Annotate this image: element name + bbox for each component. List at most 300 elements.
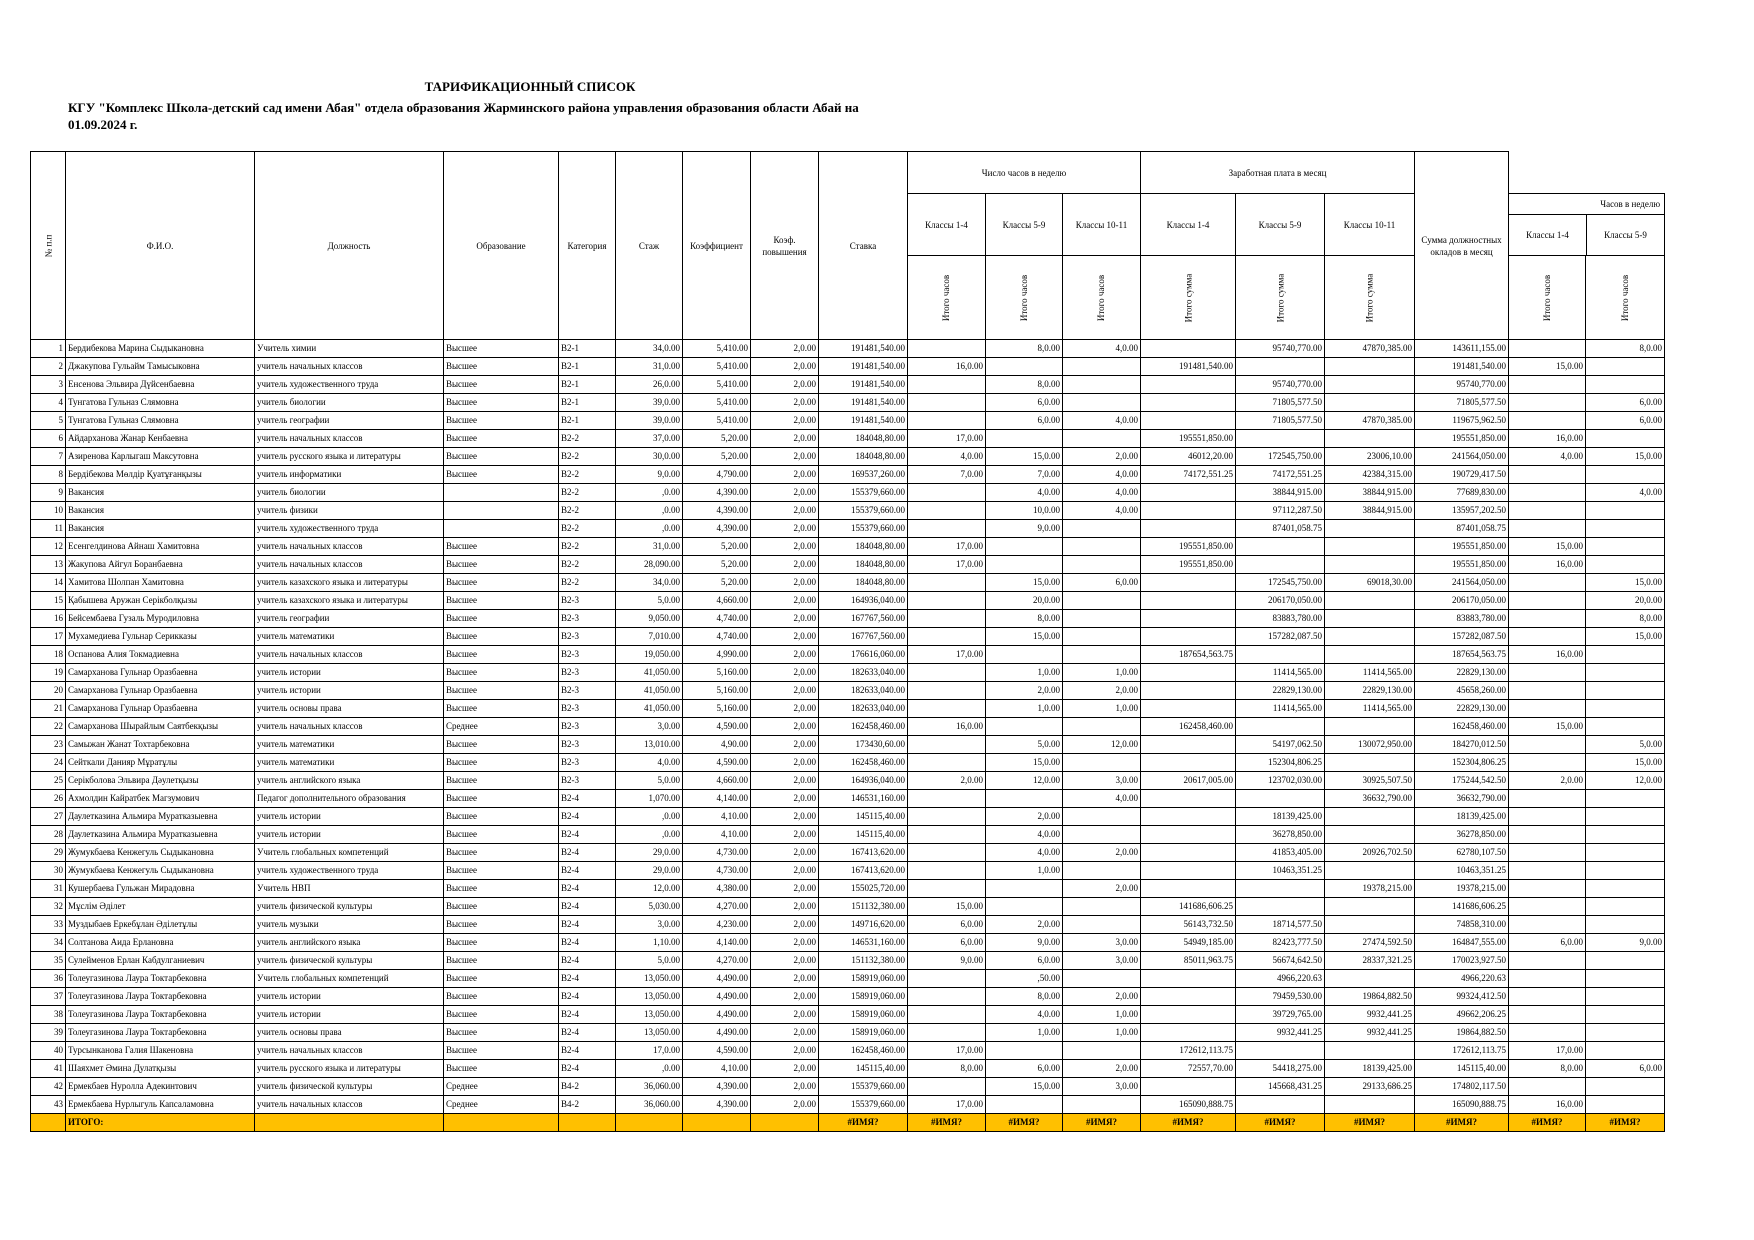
table-cell: ,0.00 — [616, 826, 683, 844]
table-cell: Солтанова Аида Ерлановна — [66, 934, 255, 952]
table-cell: 158919,060.00 — [819, 1006, 908, 1024]
table-cell: 176616,060.00 — [819, 646, 908, 664]
table-cell — [1325, 394, 1415, 412]
col-coefficient-header: Коэффициент — [683, 152, 751, 340]
table-cell: учитель истории — [255, 826, 444, 844]
table-cell — [1063, 520, 1141, 538]
col-position-header: Должность — [255, 152, 444, 340]
table-cell: 145115,40.00 — [819, 826, 908, 844]
table-cell — [1236, 556, 1325, 574]
table-cell: 24 — [31, 754, 66, 772]
table-cell: В2-3 — [559, 772, 616, 790]
table-cell: 16,0.00 — [1509, 556, 1586, 574]
table-cell: 155379,660.00 — [819, 1096, 908, 1114]
table-cell: 17,0.00 — [908, 538, 986, 556]
table-cell: 4,660.00 — [683, 592, 751, 610]
table-cell: 19864,882.50 — [1325, 988, 1415, 1006]
table-cell — [1509, 952, 1586, 970]
table-cell — [1586, 1042, 1665, 1060]
table-cell: 2,0.00 — [751, 484, 819, 502]
hours2-classes-1-4-header: Классы 1-4 — [1509, 215, 1587, 255]
table-cell: 5,0.00 — [986, 736, 1063, 754]
table-cell: 4,140.00 — [683, 790, 751, 808]
table-cell: Самарханова Шырайлым Саятбекқызы — [66, 718, 255, 736]
table-cell — [908, 808, 986, 826]
table-row — [31, 502, 1665, 520]
table-cell — [1141, 826, 1236, 844]
table-cell: 31,0.00 — [616, 358, 683, 376]
table-cell: В2-1 — [559, 358, 616, 376]
table-cell: Вакансия — [66, 520, 255, 538]
table-cell — [1063, 358, 1141, 376]
table-cell: 28337,321.25 — [1325, 952, 1415, 970]
table-cell: 172612,113.75 — [1141, 1042, 1236, 1060]
table-cell: 74858,310.00 — [1415, 916, 1509, 934]
table-cell: 162458,460.00 — [819, 1042, 908, 1060]
table-cell: 2,0.00 — [1063, 1060, 1141, 1078]
table-cell: учитель основы права — [255, 1024, 444, 1042]
table-cell: Енсенова Эльвира Дүйсенбаевна — [66, 376, 255, 394]
table-cell: учитель музыки — [255, 916, 444, 934]
table-cell — [1063, 538, 1141, 556]
table-cell: 1,0.00 — [986, 664, 1063, 682]
table-cell: 62780,107.50 — [1415, 844, 1509, 862]
table-cell: 5 — [31, 412, 66, 430]
table-cell: 173430,60.00 — [819, 736, 908, 754]
table-cell: 41,050.00 — [616, 664, 683, 682]
table-cell: 15,0.00 — [1586, 574, 1665, 592]
table-cell — [1586, 1024, 1665, 1042]
table-cell: 4,0.00 — [1063, 790, 1141, 808]
table-cell: 22829,130.00 — [1325, 682, 1415, 700]
table-cell: ,0.00 — [616, 484, 683, 502]
table-cell: 4,0.00 — [986, 1006, 1063, 1024]
table-cell: 85011,963.75 — [1141, 952, 1236, 970]
table-cell: 1,0.00 — [1063, 1024, 1141, 1042]
table-cell: учитель казахского языка и литературы — [255, 574, 444, 592]
table-cell: Даулетказина Альмира Муратказыевна — [66, 808, 255, 826]
table-cell: Ермекбаев Нуролла Адекинтович — [66, 1078, 255, 1096]
table-cell: 2,0.00 — [751, 1078, 819, 1096]
table-cell: 30,0.00 — [616, 448, 683, 466]
table-cell: 39729,765.00 — [1236, 1006, 1325, 1024]
table-cell — [908, 592, 986, 610]
table-cell: 41853,405.00 — [1236, 844, 1325, 862]
table-cell: 74172,551.25 — [1236, 466, 1325, 484]
table-cell: 191481,540.00 — [819, 412, 908, 430]
table-cell — [1509, 898, 1586, 916]
table-row — [31, 898, 1665, 916]
table-cell: 4,390.00 — [683, 484, 751, 502]
table-cell: Ахмолдин Кайратбек Магзумович — [66, 790, 255, 808]
table-cell: 2,0.00 — [751, 862, 819, 880]
table-cell: 152304,806.25 — [1415, 754, 1509, 772]
table-cell: В2-1 — [559, 394, 616, 412]
table-cell: ,0.00 — [616, 520, 683, 538]
table-cell: 56143,732.50 — [1141, 916, 1236, 934]
table-row — [31, 628, 1665, 646]
table-row — [31, 538, 1665, 556]
table-cell: 8,0.00 — [986, 610, 1063, 628]
hours-total-10-11: Итого часов — [1063, 256, 1141, 340]
table-cell: 130072,950.00 — [1325, 736, 1415, 754]
table-cell: 41,050.00 — [616, 700, 683, 718]
table-cell: 182633,040.00 — [819, 700, 908, 718]
table-row — [31, 1060, 1665, 1078]
table-row — [31, 448, 1665, 466]
table-cell — [908, 826, 986, 844]
table-cell: 22829,130.00 — [1415, 700, 1509, 718]
hours-total-5-9: Итого часов — [986, 256, 1063, 340]
table-cell — [1586, 646, 1665, 664]
table-cell: 37,0.00 — [616, 430, 683, 448]
table-cell: 164936,040.00 — [819, 772, 908, 790]
table-cell — [1586, 826, 1665, 844]
table-cell: 23 — [31, 736, 66, 754]
table-row — [31, 610, 1665, 628]
table-cell: Высшее — [444, 826, 559, 844]
table-cell: 5,20.00 — [683, 538, 751, 556]
table-cell: 191481,540.00 — [819, 340, 908, 358]
table-cell: 158919,060.00 — [819, 988, 908, 1006]
table-cell: учитель физической культуры — [255, 898, 444, 916]
table-cell: 15,0.00 — [1586, 448, 1665, 466]
table-cell: учитель физической культуры — [255, 1078, 444, 1096]
table-cell — [1509, 340, 1586, 358]
table-cell: Хамитова Шолпан Хамитовна — [66, 574, 255, 592]
hours-total-1-4: Итого часов — [908, 256, 986, 340]
table-cell: 162458,460.00 — [1141, 718, 1236, 736]
table-cell: 2,0.00 — [751, 736, 819, 754]
table-cell: Вакансия — [66, 484, 255, 502]
table-cell: учитель истории — [255, 664, 444, 682]
table-row — [31, 520, 1665, 538]
table-cell: 16,0.00 — [1509, 646, 1586, 664]
table-cell: 42 — [31, 1078, 66, 1096]
table-cell: 12,0.00 — [1063, 736, 1141, 754]
total-cell — [31, 1114, 66, 1132]
total-error: #ИМЯ? — [1586, 1114, 1665, 1132]
table-cell: ,50.00 — [986, 970, 1063, 988]
table-cell: 6,0.00 — [986, 1060, 1063, 1078]
table-cell: 15,0.00 — [986, 628, 1063, 646]
table-cell: Высшее — [444, 898, 559, 916]
subtitle-line-2: 01.09.2024 г. — [68, 117, 138, 132]
table-cell: В2-3 — [559, 646, 616, 664]
table-cell: 34 — [31, 934, 66, 952]
table-cell — [1063, 862, 1141, 880]
table-cell: 143611,155.00 — [1415, 340, 1509, 358]
table-cell — [1586, 718, 1665, 736]
table-cell: 16,0.00 — [1509, 430, 1586, 448]
table-cell: Высшее — [444, 574, 559, 592]
table-cell: Мұслім Әділет — [66, 898, 255, 916]
table-cell — [1063, 628, 1141, 646]
table-cell — [1509, 970, 1586, 988]
table-cell: учитель английского языка — [255, 772, 444, 790]
col-total-salary-header: Сумма должностных окладов в месяц — [1415, 152, 1509, 340]
table-cell: 184048,80.00 — [819, 448, 908, 466]
table-cell — [908, 1078, 986, 1096]
table-cell: 11414,565.00 — [1325, 700, 1415, 718]
table-cell — [908, 988, 986, 1006]
table-cell: 12,0.00 — [986, 772, 1063, 790]
table-cell: 13,050.00 — [616, 988, 683, 1006]
table-cell: 2,0.00 — [751, 376, 819, 394]
table-cell: Джакупова Гульайм Тамысыковна — [66, 358, 255, 376]
table-cell: 14 — [31, 574, 66, 592]
table-cell: В2-2 — [559, 556, 616, 574]
table-cell: 195551,850.00 — [1415, 538, 1509, 556]
table-cell: 4,90.00 — [683, 736, 751, 754]
table-cell: 4,990.00 — [683, 646, 751, 664]
table-cell: 4,270.00 — [683, 898, 751, 916]
table-cell: 41,050.00 — [616, 682, 683, 700]
table-cell: ,0.00 — [616, 1060, 683, 1078]
table-cell: 2,0.00 — [751, 700, 819, 718]
table-cell — [1325, 916, 1415, 934]
table-cell: 6,0.00 — [986, 412, 1063, 430]
table-cell: 12,0.00 — [1586, 772, 1665, 790]
table-cell: В2-4 — [559, 970, 616, 988]
table-cell: 145115,40.00 — [819, 1060, 908, 1078]
table-cell: 155379,660.00 — [819, 1078, 908, 1096]
table-cell: 10,0.00 — [986, 502, 1063, 520]
table-cell: 9,0.00 — [1586, 934, 1665, 952]
table-cell: 1,10.00 — [616, 934, 683, 952]
table-cell: 29,0.00 — [616, 862, 683, 880]
table-row — [31, 1006, 1665, 1024]
table-cell: В2-3 — [559, 592, 616, 610]
table-cell: Высшее — [444, 538, 559, 556]
salary-total-1-4: Итого сумма — [1141, 256, 1236, 340]
table-cell: 191481,540.00 — [819, 358, 908, 376]
table-cell: Высшее — [444, 1042, 559, 1060]
table-cell — [1063, 970, 1141, 988]
table-cell — [1509, 700, 1586, 718]
table-cell: 97112,287.50 — [1236, 502, 1325, 520]
table-cell — [1141, 1006, 1236, 1024]
table-cell: Ермекбаева Нурлыгуль Капсаламовна — [66, 1096, 255, 1114]
table-cell: Высшее — [444, 358, 559, 376]
table-cell — [1236, 1096, 1325, 1114]
table-cell: Высшее — [444, 754, 559, 772]
table-cell: 41 — [31, 1060, 66, 1078]
table-cell: 2,0.00 — [751, 556, 819, 574]
table-cell: В2-4 — [559, 988, 616, 1006]
table-cell: В2-2 — [559, 538, 616, 556]
table-cell — [908, 1024, 986, 1042]
table-cell: 5,20.00 — [683, 448, 751, 466]
table-cell: В2-3 — [559, 610, 616, 628]
table-cell: 4,590.00 — [683, 718, 751, 736]
table-cell: 8,0.00 — [986, 340, 1063, 358]
table-cell — [1509, 1024, 1586, 1042]
table-cell — [986, 430, 1063, 448]
table-cell: 10463,351.25 — [1236, 862, 1325, 880]
table-cell: 4,590.00 — [683, 1042, 751, 1060]
table-cell: 36,060.00 — [616, 1096, 683, 1114]
table-cell — [1063, 808, 1141, 826]
table-cell — [1325, 376, 1415, 394]
table-cell: 195551,850.00 — [1415, 556, 1509, 574]
table-row — [31, 880, 1665, 898]
table-cell: 5,410.00 — [683, 376, 751, 394]
table-cell: 79459,530.00 — [1236, 988, 1325, 1006]
table-cell: Кушербаева Гульжан Мирадовна — [66, 880, 255, 898]
table-cell: 2,0.00 — [1063, 988, 1141, 1006]
table-cell — [1325, 358, 1415, 376]
table-cell: Самарханова Гульнар Оразбаевна — [66, 664, 255, 682]
table-cell: 12 — [31, 538, 66, 556]
table-cell: 4,590.00 — [683, 754, 751, 772]
table-cell — [1586, 1096, 1665, 1114]
salary-total-5-9: Итого сумма — [1236, 256, 1325, 340]
table-cell: В2-2 — [559, 466, 616, 484]
table-cell — [1509, 916, 1586, 934]
table-cell: Высшее — [444, 808, 559, 826]
table-cell: 4,490.00 — [683, 1024, 751, 1042]
table-cell: 56674,642.50 — [1236, 952, 1325, 970]
table-cell: Среднее — [444, 1096, 559, 1114]
table-cell: 2,0.00 — [751, 718, 819, 736]
table-cell: 2,0.00 — [751, 412, 819, 430]
table-cell: 165090,888.75 — [1141, 1096, 1236, 1114]
table-cell: 7,0.00 — [986, 466, 1063, 484]
table-cell: Толеугазинова Лаура Токтарбековна — [66, 1006, 255, 1024]
table-cell: 20617,005.00 — [1141, 772, 1236, 790]
col-raise-coef-header: Коэф. повышения — [751, 152, 819, 340]
table-cell: Высшее — [444, 700, 559, 718]
table-cell: 1,0.00 — [1063, 664, 1141, 682]
table-cell: 4,390.00 — [683, 1096, 751, 1114]
table-cell: 4,390.00 — [683, 1078, 751, 1096]
table-cell: 4,0.00 — [1063, 484, 1141, 502]
table-cell: учитель истории — [255, 1006, 444, 1024]
table-cell: 4,0.00 — [1063, 412, 1141, 430]
table-cell: 187654,563.75 — [1415, 646, 1509, 664]
table-cell: 4,740.00 — [683, 610, 751, 628]
table-cell: 15,0.00 — [986, 1078, 1063, 1096]
table-cell: Высшее — [444, 952, 559, 970]
table-cell: ,0.00 — [616, 502, 683, 520]
table-cell: ,0.00 — [616, 808, 683, 826]
table-cell: 1 — [31, 340, 66, 358]
table-cell: 4,270.00 — [683, 952, 751, 970]
table-cell: учитель истории — [255, 808, 444, 826]
table-cell: 95740,770.00 — [1236, 376, 1325, 394]
table-row — [31, 988, 1665, 1006]
table-cell: Жакупова Айгул Боранбаевна — [66, 556, 255, 574]
table-cell: 13,050.00 — [616, 1024, 683, 1042]
table-cell — [1325, 556, 1415, 574]
table-cell: 5,20.00 — [683, 556, 751, 574]
table-cell — [1141, 682, 1236, 700]
table-cell: 2 — [31, 358, 66, 376]
table-cell: 157282,087.50 — [1236, 628, 1325, 646]
table-cell: 26 — [31, 790, 66, 808]
table-cell: 7,010.00 — [616, 628, 683, 646]
hours2-classes-5-9-header: Классы 5-9 — [1604, 230, 1647, 240]
table-cell: учитель русского языка и литературы — [255, 448, 444, 466]
table-cell — [1063, 592, 1141, 610]
table-cell: учитель художественного труда — [255, 376, 444, 394]
table-row — [31, 484, 1665, 502]
table-cell — [1236, 358, 1325, 376]
table-cell: 5,0.00 — [616, 952, 683, 970]
table-cell: 17,0.00 — [908, 556, 986, 574]
table-cell: 4,660.00 — [683, 772, 751, 790]
table-cell: 4,10.00 — [683, 1060, 751, 1078]
table-cell: учитель начальных классов — [255, 646, 444, 664]
table-cell — [1141, 340, 1236, 358]
table-cell: учитель биологии — [255, 394, 444, 412]
table-cell: 172545,750.00 — [1236, 448, 1325, 466]
table-cell: 3,0.00 — [616, 718, 683, 736]
table-cell: 5,160.00 — [683, 682, 751, 700]
table-cell — [1509, 808, 1586, 826]
table-cell — [1509, 520, 1586, 538]
table-cell — [1586, 376, 1665, 394]
table-cell: 20,0.00 — [1586, 592, 1665, 610]
table-cell — [1141, 790, 1236, 808]
table-cell: учитель начальных классов — [255, 1042, 444, 1060]
table-cell: 19,050.00 — [616, 646, 683, 664]
table-cell: учитель художественного труда — [255, 862, 444, 880]
table-cell: Высшее — [444, 682, 559, 700]
table-cell — [1586, 502, 1665, 520]
table-cell: 15,0.00 — [908, 898, 986, 916]
total-error: #ИМЯ? — [1141, 1114, 1236, 1132]
table-cell: 182633,040.00 — [819, 664, 908, 682]
table-cell: Толеугазинова Лаура Токтарбековна — [66, 970, 255, 988]
table-cell: Педагог дополнительного образования — [255, 790, 444, 808]
table-cell: 4,490.00 — [683, 988, 751, 1006]
table-cell — [1509, 826, 1586, 844]
table-cell: 155379,660.00 — [819, 502, 908, 520]
table-cell: 4,140.00 — [683, 934, 751, 952]
table-cell: В2-3 — [559, 718, 616, 736]
table-cell — [1141, 484, 1236, 502]
table-cell — [1586, 952, 1665, 970]
table-cell: Жумукбаева Кенжегуль Сыдыкановна — [66, 862, 255, 880]
table-cell: 27 — [31, 808, 66, 826]
table-cell — [1325, 430, 1415, 448]
table-cell: В2-4 — [559, 826, 616, 844]
table-cell: 6,0.00 — [1586, 1060, 1665, 1078]
table-cell: 38844,915.00 — [1325, 502, 1415, 520]
table-cell: Высшее — [444, 448, 559, 466]
table-row — [31, 934, 1665, 952]
table-cell: 32 — [31, 898, 66, 916]
table-cell: учитель начальных классов — [255, 718, 444, 736]
table-cell — [908, 502, 986, 520]
table-cell: 17,0.00 — [908, 430, 986, 448]
table-row — [31, 466, 1665, 484]
table-cell: 182633,040.00 — [819, 682, 908, 700]
table-cell — [1509, 790, 1586, 808]
table-cell: Самарханова Гульнар Оразбаевна — [66, 682, 255, 700]
table-cell: 15,0.00 — [986, 574, 1063, 592]
table-cell: 191481,540.00 — [819, 376, 908, 394]
table-cell: учитель математики — [255, 628, 444, 646]
table-cell: 4,0.00 — [986, 484, 1063, 502]
salary-group-header: Заработная плата в месяц — [1141, 152, 1415, 194]
table-cell: Тунгатова Гульназ Слямовна — [66, 394, 255, 412]
table-cell: 18139,425.00 — [1236, 808, 1325, 826]
table-cell — [1325, 862, 1415, 880]
salary-classes-5-9-header: Классы 5-9 — [1236, 194, 1325, 256]
